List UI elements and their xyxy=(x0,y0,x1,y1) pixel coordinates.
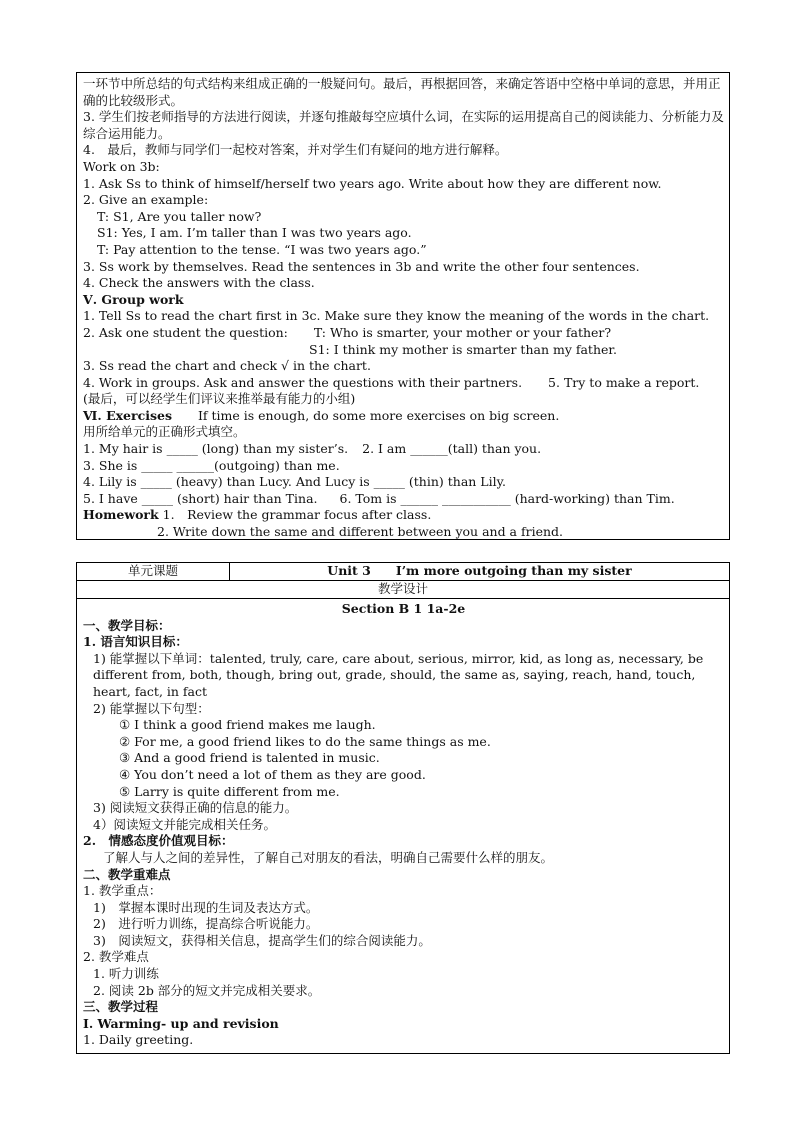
heading: 二、教学重难点 xyxy=(83,866,171,882)
exercise-line: 5. I have _____ (short) hair than Tina. 6. Tom is ______ ___________ (hard-working) than Tim. xyxy=(83,490,675,506)
pattern-item: ① I think a good friend makes me laugh. xyxy=(119,717,376,733)
vocab-list: 1) 能掌握以下单词：talented, truly, care, care about, serious, mirror, kid, as long as, necessary, be different from, both, though, bring out, grade, should, the same as, saying, reach, hand, touch, heart, fact, in fact xyxy=(93,650,704,699)
text-line: Work on 3b: xyxy=(83,158,160,174)
lesson-continuation-box xyxy=(76,72,730,540)
exercise-line: 3. She is _____ ______(outgoing) than me. xyxy=(83,457,340,473)
section-heading: Ⅴ. Group work xyxy=(83,291,184,307)
design-row: 教学设计 xyxy=(77,581,729,599)
unit-title: Unit 3 I’m more outgoing than my sister xyxy=(327,563,632,578)
text-line: 2. 教学难点 xyxy=(83,949,149,965)
heading: 2. 情感态度价值观目标： xyxy=(83,833,234,849)
text-line: 了解人与人之间的差异性，了解自己对朋友的看法，明确自己需要什么样的朋友。 xyxy=(103,849,554,865)
text-line: 2) 能掌握以下句型： xyxy=(93,700,210,716)
heading: Ⅰ. Warming- up and revision xyxy=(83,1015,279,1031)
text-line: 2. 阅读 2b 部分的短文并完成相关要求。 xyxy=(93,982,321,998)
text-line: 1. Ask Ss to think of himself/herself two years ago. Write about how they are different now. xyxy=(83,175,662,191)
unit-header-row xyxy=(77,563,729,581)
text-line: 1. Tell Ss to read the chart first in 3c. Make sure they know the meaning of the words in the chart. xyxy=(83,308,710,324)
text-line: 3. Ss work by themselves. Read the sentences in 3b and write the other four sentences. xyxy=(83,258,640,274)
text-line: 4. 最后，教师与同学们一起校对答案，并对学生们有疑问的地方进行解释。 xyxy=(83,142,508,158)
text-line: 2) 进行听力训练，提高综合听说能力。 xyxy=(93,916,319,932)
section-title: Section B 1 1a-2e xyxy=(341,601,466,616)
text-line: 3) 阅读短文，获得相关信息，提高学生们的综合阅读能力。 xyxy=(93,932,431,948)
lesson-plan-box xyxy=(76,562,730,1054)
exercise-line: 1. My hair is _____ (long) than my sister’s. 2. I am ______(tall) than you. xyxy=(83,441,542,457)
text-line: 3) 阅读短文获得正确的信息的能力。 xyxy=(93,800,298,816)
text-line: 1. Daily greeting. xyxy=(83,1032,194,1048)
text-line: 1) 掌握本课时出现的生词及表达方式。 xyxy=(93,899,319,915)
text-line: 一环节中所总结的句式结构来组成正确的一般疑问句。最后，再根据回答，来确定答语中空格中单词的意思，并用正确的比较级形式。 xyxy=(83,76,721,108)
text-line: 3. Ss read the chart and check √ in the chart. xyxy=(83,358,371,374)
homework-line: Homework 1. Review the grammar focus after class. xyxy=(83,507,432,523)
exercise-line: 4. Lily is _____ (heavy) than Lucy. And Lucy is _____ (thin) than Lily. xyxy=(83,474,506,490)
lesson-plan-body xyxy=(77,599,729,1049)
heading: 一、教学目标： xyxy=(83,617,171,633)
text-line: S1: Yes, I am. I’m taller than I was two years ago. xyxy=(97,225,412,241)
text-line: 2. Ask one student the question: T: Who is smarter, your mother or your father? xyxy=(83,324,612,340)
unit-label: 单元课题 xyxy=(77,563,230,580)
pattern-item: ③ And a good friend is talented in music. xyxy=(119,750,380,766)
text-line: T: Pay attention to the tense. “I was two years ago.” xyxy=(97,241,427,257)
text-line: 1. 听力训练 xyxy=(93,966,159,982)
heading: 三、教学过程 xyxy=(83,999,159,1015)
pattern-item: ④ You don’t need a lot of them as they are good. xyxy=(119,766,426,782)
text-line: 4）阅读短文并能完成相关任务。 xyxy=(93,816,276,832)
heading: 1. 语言知识目标： xyxy=(83,634,188,650)
text-line: T: S1, Are you taller now? xyxy=(97,208,262,224)
text-line: S1: I think my mother is smarter than my father. xyxy=(309,341,617,357)
text-line: (最后，可以经学生们评议来推举最有能力的小组) xyxy=(83,391,356,407)
pattern-item: ② For me, a good friend likes to do the same things as me. xyxy=(119,733,491,749)
text-line: 1. 教学重点： xyxy=(83,883,162,899)
text-line: Ⅵ. Exercises If time is enough, do some more exercises on big screen. xyxy=(83,407,560,423)
text-line: 3. 学生们按老师指导的方法进行阅读，并逐句推敲每空应填什么词，在实际的运用提高自己的阅读能力、分析能力及综合运用能力。 xyxy=(83,109,724,141)
pattern-item: ⑤ Larry is quite different from me. xyxy=(119,783,340,799)
text-line: 4. Work in groups. Ask and answer the questions with their partners. 5. Try to make a report. xyxy=(83,374,700,390)
text-line: 2. Give an example: xyxy=(83,192,209,208)
homework-line: 2. Write down the same and different between you and a friend. xyxy=(157,524,563,540)
text-line: 4. Check the answers with the class. xyxy=(83,275,315,291)
text-line: 用所给单元的正确形式填空。 xyxy=(83,424,246,440)
